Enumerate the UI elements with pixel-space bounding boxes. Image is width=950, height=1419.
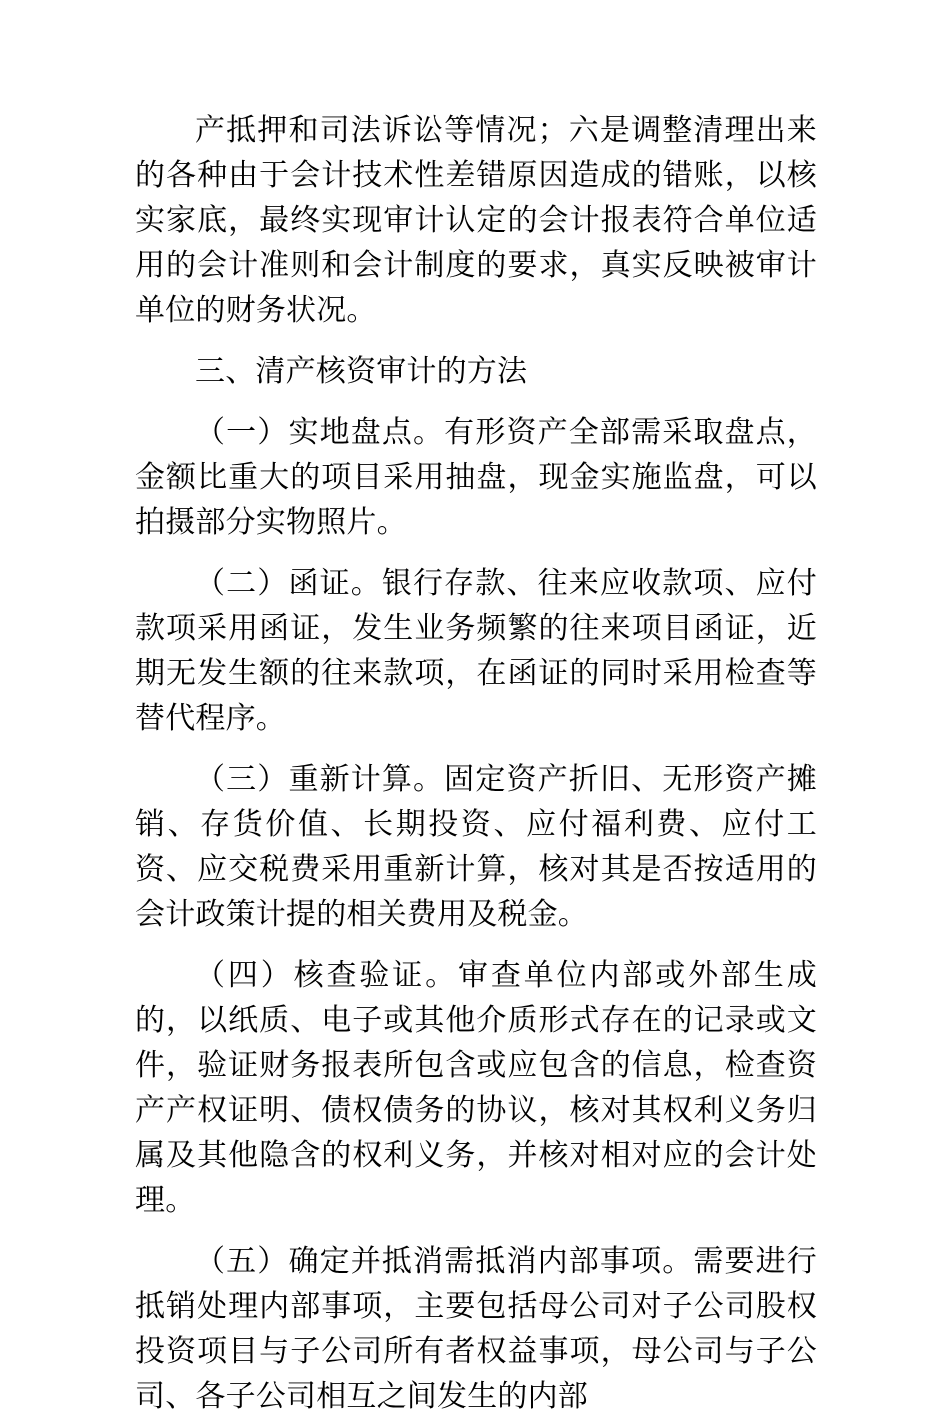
paragraph-item-three: （三）重新计算。固定资产折旧、无形资产摊销、存货价值、长期投资、应付福利费、应付工资、应交税费采用重新计算，核对其是否按适用的会计政策计提的相关费用及税金。 xyxy=(135,763,817,931)
paragraph-item-two: （二）函证。银行存款、往来应收款项、应付款项采用函证，发生业务频繁的往来项目函证，近期无发生额的往来款项，在函证的同时采用检查等替代程序。 xyxy=(135,567,817,735)
paragraph-continued: 产抵押和司法诉讼等情况；六是调整清理出来的各种由于会计技术性差错原因造成的错账，以核实家底，最终实现审计认定的会计报表符合单位适用的会计准则和会计制度的要求，真实反映被审计单位的财务状况。 xyxy=(135,114,817,327)
section-heading-three: 三、清产核资审计的方法 xyxy=(195,355,528,388)
paragraph-item-one: （一）实地盘点。有形资产全部需采取盘点，金额比重大的项目采用抽盘，现金实施监盘，可以拍摄部分实物照片。 xyxy=(135,416,817,539)
paragraph-item-four: （四）核查验证。审查单位内部或外部生成的，以纸质、电子或其他介质形式存在的记录或文件，验证财务报表所包含或应包含的信息，检查资产产权证明、债权债务的协议，核对其权利义务归属及其他隐含的权利义务，并核对相对应的会计处理。 xyxy=(135,959,817,1217)
document-body xyxy=(135,108,817,1419)
paragraph-item-five: （五）确定并抵消需抵消内部事项。需要进行抵销处理内部事项，主要包括母公司对子公司股权投资项目与子公司所有者权益事项，母公司与子公司、各子公司相互之间发生的内部 xyxy=(135,1245,817,1413)
